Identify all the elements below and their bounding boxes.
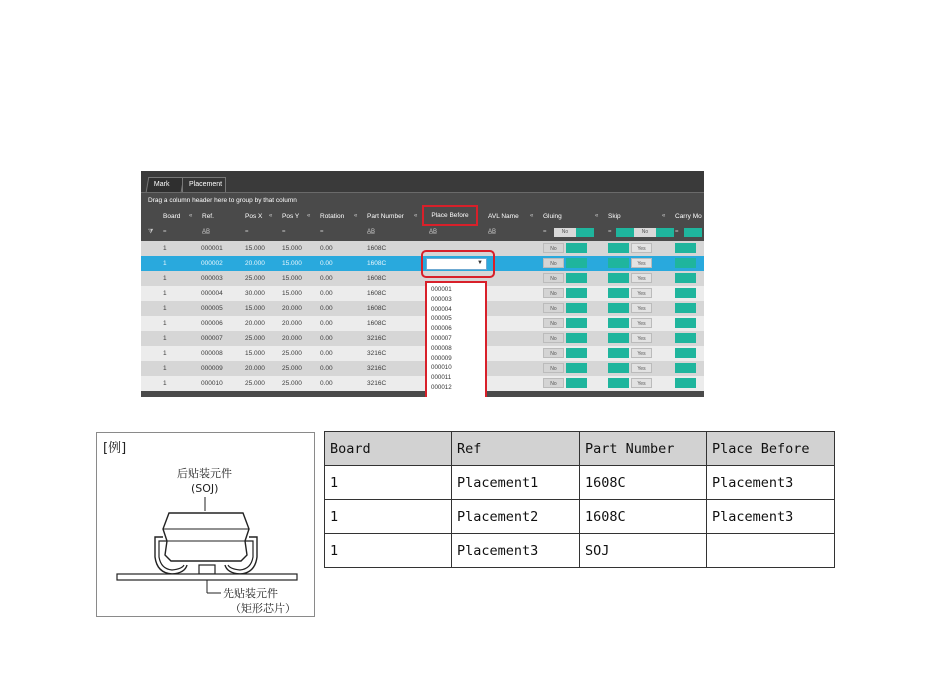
column-collapse-icon[interactable]: « — [307, 213, 311, 219]
cell-ref[interactable]: 000008 — [201, 350, 223, 357]
cell-rotation[interactable]: 0.00 — [320, 350, 333, 357]
bottom-component-label: 先贴装元件 — [223, 587, 278, 600]
group-by-hint: Drag a column header here to group by that column — [148, 197, 297, 204]
table-header-part-number: Part Number — [580, 432, 707, 466]
cell-part-number[interactable]: 1608C — [367, 245, 387, 252]
cell-ref[interactable]: 000006 — [201, 320, 223, 327]
table-row — [325, 534, 835, 568]
cell-pos-y[interactable]: 25.000 — [282, 350, 302, 357]
cell-rotation[interactable]: 0.00 — [320, 290, 333, 297]
cell-board[interactable]: 1 — [163, 245, 167, 252]
table-row[interactable] — [141, 286, 704, 301]
cell-rotation[interactable]: 0.00 — [320, 320, 333, 327]
cell-board[interactable]: 1 — [163, 350, 167, 357]
filter-pos-x[interactable]: = — [245, 229, 249, 235]
table-row[interactable] — [141, 361, 704, 376]
skip-toggle-on[interactable] — [608, 318, 629, 328]
gluing-toggle-on[interactable] — [566, 348, 587, 358]
cell-ref[interactable]: 000002 — [201, 260, 223, 267]
table-cell: 1 — [325, 500, 452, 534]
filter-carry-toggle-on[interactable] — [684, 228, 702, 237]
cell-board[interactable]: 1 — [163, 365, 167, 372]
filter-gluing[interactable]: = — [543, 229, 547, 235]
cell-pos-x[interactable]: 15.000 — [245, 350, 265, 357]
table-header-place-before: Place Before — [707, 432, 835, 466]
table-cell — [707, 534, 835, 568]
gluing-toggle-on[interactable] — [566, 318, 587, 328]
carry-toggle-on[interactable] — [675, 348, 696, 358]
dropdown-option[interactable]: 000010 — [431, 364, 452, 372]
column-board[interactable]: Board — [163, 213, 181, 220]
skip-toggle-on[interactable] — [608, 333, 629, 343]
table-cell: Placement3 — [707, 500, 835, 534]
gluing-toggle-no[interactable]: No — [543, 258, 564, 268]
cell-pos-x[interactable]: 25.000 — [245, 335, 265, 342]
dropdown-option[interactable]: 000003 — [431, 295, 452, 303]
cell-pos-y[interactable]: 25.000 — [282, 380, 302, 387]
filter-gluing-toggle-on[interactable] — [576, 228, 594, 237]
column-place-before[interactable]: Place Before — [431, 212, 469, 219]
carry-toggle-on[interactable] — [675, 243, 696, 253]
dropdown-option[interactable]: 000012 — [431, 384, 452, 391]
carry-toggle-on[interactable] — [675, 318, 696, 328]
gluing-toggle-on[interactable] — [566, 363, 587, 373]
cell-part-number[interactable]: 1608C — [367, 305, 387, 312]
skip-toggle-yes[interactable]: Yes — [631, 273, 652, 283]
table-row[interactable] — [141, 331, 704, 346]
cell-pos-y[interactable]: 20.000 — [282, 335, 302, 342]
cell-pos-y[interactable]: 15.000 — [282, 260, 302, 267]
gluing-toggle-no[interactable]: No — [543, 333, 564, 343]
filter-ref[interactable]: A̲B̲ — [202, 229, 211, 235]
skip-toggle-on[interactable] — [608, 258, 629, 268]
skip-toggle-on[interactable] — [608, 348, 629, 358]
carry-toggle-on[interactable] — [675, 363, 696, 373]
skip-toggle-yes[interactable]: Yes — [631, 348, 652, 358]
table-cell: 1 — [325, 534, 452, 568]
table-cell: Placement3 — [452, 534, 580, 568]
skip-toggle-on[interactable] — [608, 243, 629, 253]
chevron-down-icon[interactable]: ▼ — [477, 260, 483, 266]
cell-pos-x[interactable]: 25.000 — [245, 275, 265, 282]
top-component-sub-label: (SOJ) — [191, 482, 219, 495]
table-cell: 1608C — [580, 466, 707, 500]
skip-toggle-yes[interactable]: Yes — [631, 288, 652, 298]
carry-toggle-on[interactable] — [675, 303, 696, 313]
filter-pos-y[interactable]: = — [282, 229, 286, 235]
cell-part-number[interactable]: 1608C — [367, 290, 387, 297]
carry-toggle-on[interactable] — [675, 333, 696, 343]
table-cell: 1608C — [580, 500, 707, 534]
dropdown-option[interactable]: 000004 — [431, 305, 452, 313]
cell-ref[interactable]: 000007 — [201, 335, 223, 342]
tab-placement[interactable]: Placement — [182, 177, 226, 192]
filter-skip[interactable]: = — [608, 229, 612, 235]
dropdown-option[interactable]: 000008 — [431, 344, 452, 352]
carry-toggle-on[interactable] — [675, 288, 696, 298]
dropdown-option[interactable]: 000006 — [431, 325, 452, 333]
dropdown-option[interactable]: 000001 — [431, 286, 452, 293]
cell-board[interactable]: 1 — [163, 305, 167, 312]
cell-ref[interactable]: 000003 — [201, 275, 223, 282]
gluing-toggle-no[interactable]: No — [543, 288, 564, 298]
gluing-toggle-no[interactable]: No — [543, 303, 564, 313]
dropdown-option[interactable]: 000011 — [431, 374, 452, 382]
gluing-toggle-no[interactable]: No — [543, 318, 564, 328]
gluing-toggle-no[interactable]: No — [543, 348, 564, 358]
tab-bar — [141, 171, 704, 193]
cell-board[interactable]: 1 — [163, 380, 167, 387]
column-collapse-icon[interactable]: « — [189, 213, 193, 219]
gluing-toggle-no[interactable]: No — [543, 243, 564, 253]
placement-grid-screenshot — [141, 171, 704, 397]
gluing-toggle-no[interactable]: No — [543, 273, 564, 283]
table-cell: SOJ — [580, 534, 707, 568]
skip-toggle-on[interactable] — [608, 288, 629, 298]
example-diagram — [96, 432, 315, 617]
filter-gluing-toggle[interactable]: No — [554, 228, 576, 237]
carry-toggle-on[interactable] — [675, 378, 696, 388]
column-collapse-icon[interactable]: « — [414, 213, 418, 219]
column-gluing[interactable]: Gluing — [543, 213, 562, 220]
table-cell: Placement3 — [707, 466, 835, 500]
tab-mark[interactable]: Mark — [146, 177, 185, 192]
example-table — [324, 431, 835, 568]
cell-pos-y[interactable]: 20.000 — [282, 320, 302, 327]
column-rotation[interactable]: Rotation — [320, 213, 345, 220]
cell-rotation[interactable]: 0.00 — [320, 380, 333, 387]
chip-component — [199, 565, 215, 574]
gluing-toggle-on[interactable] — [566, 243, 587, 253]
top-component-label: 后贴装元件 — [177, 467, 232, 480]
column-part-number[interactable]: Part Number — [367, 213, 404, 220]
cell-pos-y[interactable]: 25.000 — [282, 365, 302, 372]
column-collapse-icon[interactable]: « — [595, 213, 599, 219]
table-cell: 1 — [325, 466, 452, 500]
column-avl-name[interactable]: AVL Name — [488, 213, 519, 220]
place-before-combo[interactable] — [426, 258, 487, 270]
carry-toggle-on[interactable] — [675, 258, 696, 268]
column-collapse-icon[interactable]: « — [269, 213, 273, 219]
cell-board[interactable]: 1 — [163, 290, 167, 297]
table-row — [325, 500, 835, 534]
gluing-toggle-on[interactable] — [566, 273, 587, 283]
skip-toggle-yes[interactable]: Yes — [631, 318, 652, 328]
skip-toggle-on[interactable] — [608, 273, 629, 283]
skip-toggle-yes[interactable]: Yes — [631, 258, 652, 268]
cell-ref[interactable]: 000004 — [201, 290, 223, 297]
component-drawing — [97, 433, 314, 616]
cell-board[interactable]: 1 — [163, 275, 167, 282]
column-pos-y[interactable]: Pos Y — [282, 213, 300, 220]
skip-toggle-on[interactable] — [608, 378, 629, 388]
cell-board[interactable]: 1 — [163, 260, 167, 267]
skip-toggle-on[interactable] — [608, 303, 629, 313]
cell-ref[interactable]: 000001 — [201, 245, 223, 252]
cell-pos-x[interactable]: 30.000 — [245, 290, 265, 297]
cell-pos-x[interactable]: 15.000 — [245, 305, 265, 312]
funnel-icon[interactable]: ⧩ — [148, 229, 154, 235]
cell-part-number[interactable]: 3216C — [367, 380, 387, 387]
cell-rotation[interactable]: 0.00 — [320, 245, 333, 252]
filter-skip-toggle[interactable]: No — [634, 228, 656, 237]
gluing-toggle-on[interactable] — [566, 288, 587, 298]
skip-toggle-on[interactable] — [608, 363, 629, 373]
table-header-ref: Ref — [452, 432, 580, 466]
carry-toggle-on[interactable] — [675, 273, 696, 283]
column-pos-x[interactable]: Pos X — [245, 213, 263, 220]
cell-pos-x[interactable]: 20.000 — [245, 320, 265, 327]
table-row[interactable] — [141, 301, 704, 316]
skip-toggle-yes[interactable]: Yes — [631, 243, 652, 253]
cell-board[interactable]: 1 — [163, 320, 167, 327]
table-row[interactable] — [141, 346, 704, 361]
filter-skip-toggle-on-2[interactable] — [656, 228, 674, 237]
table-cell: Placement1 — [452, 466, 580, 500]
gluing-toggle-no[interactable]: No — [543, 378, 564, 388]
cell-part-number[interactable]: 1608C — [367, 260, 387, 267]
place-before-header-highlight[interactable] — [422, 205, 478, 226]
cell-ref[interactable]: 000010 — [201, 380, 223, 387]
cell-rotation[interactable]: 0.00 — [320, 260, 333, 267]
column-carry-mode[interactable]: Carry Mo — [675, 213, 702, 220]
dropdown-option[interactable]: 000007 — [431, 335, 452, 342]
pcb-board — [117, 574, 297, 580]
dropdown-option[interactable]: 000005 — [431, 315, 452, 323]
cell-pos-x[interactable]: 15.000 — [245, 245, 265, 252]
cell-pos-y[interactable]: 15.000 — [282, 275, 302, 282]
filter-row — [141, 226, 704, 240]
gluing-toggle-on[interactable] — [566, 378, 587, 388]
filter-place-before[interactable]: A̲B̲ — [429, 229, 438, 235]
filter-skip-toggle-on[interactable] — [616, 228, 634, 237]
example-label: [例] — [103, 441, 127, 456]
table-row — [325, 466, 835, 500]
cell-part-number[interactable]: 3216C — [367, 350, 387, 357]
filter-carry-mode[interactable]: = — [675, 229, 679, 235]
cell-board[interactable]: 1 — [163, 335, 167, 342]
table-row[interactable] — [141, 316, 704, 331]
gluing-toggle-on[interactable] — [566, 258, 587, 268]
cell-rotation[interactable]: 0.00 — [320, 275, 333, 282]
column-collapse-icon[interactable]: « — [354, 213, 358, 219]
place-before-dropdown[interactable] — [425, 281, 487, 397]
table-cell: Placement2 — [452, 500, 580, 534]
cell-pos-x[interactable]: 25.000 — [245, 380, 265, 387]
skip-toggle-yes[interactable]: Yes — [631, 303, 652, 313]
cell-pos-y[interactable]: 15.000 — [282, 290, 302, 297]
dropdown-option[interactable]: 000009 — [431, 354, 452, 362]
cell-rotation[interactable]: 0.00 — [320, 305, 333, 312]
cell-ref[interactable]: 000005 — [201, 305, 223, 312]
cell-part-number[interactable]: 3216C — [367, 365, 387, 372]
gluing-toggle-on[interactable] — [566, 333, 587, 343]
column-ref[interactable]: Ref. — [202, 213, 214, 220]
column-collapse-icon[interactable]: « — [662, 213, 666, 219]
column-skip[interactable]: Skip — [608, 213, 621, 220]
table-header-board: Board — [325, 432, 452, 466]
filter-part-number[interactable]: A̲B̲ — [367, 229, 376, 235]
table-row[interactable] — [141, 376, 704, 391]
gluing-toggle-no[interactable]: No — [543, 363, 564, 373]
bottom-component-sub-label: （矩形芯片） — [230, 602, 296, 615]
skip-toggle-yes[interactable]: Yes — [631, 378, 652, 388]
cell-part-number[interactable]: 1608C — [367, 320, 387, 327]
filter-rotation[interactable]: = — [320, 229, 324, 235]
filter-board[interactable]: = — [163, 229, 167, 235]
filter-avl-name[interactable]: A̲B̲ — [488, 229, 497, 235]
cell-ref[interactable]: 000009 — [201, 365, 223, 372]
cell-part-number[interactable]: 1608C — [367, 275, 387, 282]
skip-toggle-yes[interactable]: Yes — [631, 333, 652, 343]
cell-pos-x[interactable]: 20.000 — [245, 365, 265, 372]
cell-pos-y[interactable]: 15.000 — [282, 245, 302, 252]
gluing-toggle-on[interactable] — [566, 303, 587, 313]
cell-rotation[interactable]: 0.00 — [320, 365, 333, 372]
column-collapse-icon[interactable]: « — [530, 213, 534, 219]
cell-pos-x[interactable]: 20.000 — [245, 260, 265, 267]
skip-toggle-yes[interactable]: Yes — [631, 363, 652, 373]
cell-part-number[interactable]: 3216C — [367, 335, 387, 342]
table-header-row — [325, 432, 835, 466]
cell-rotation[interactable]: 0.00 — [320, 335, 333, 342]
cell-pos-y[interactable]: 20.000 — [282, 305, 302, 312]
soj-body — [163, 513, 249, 561]
